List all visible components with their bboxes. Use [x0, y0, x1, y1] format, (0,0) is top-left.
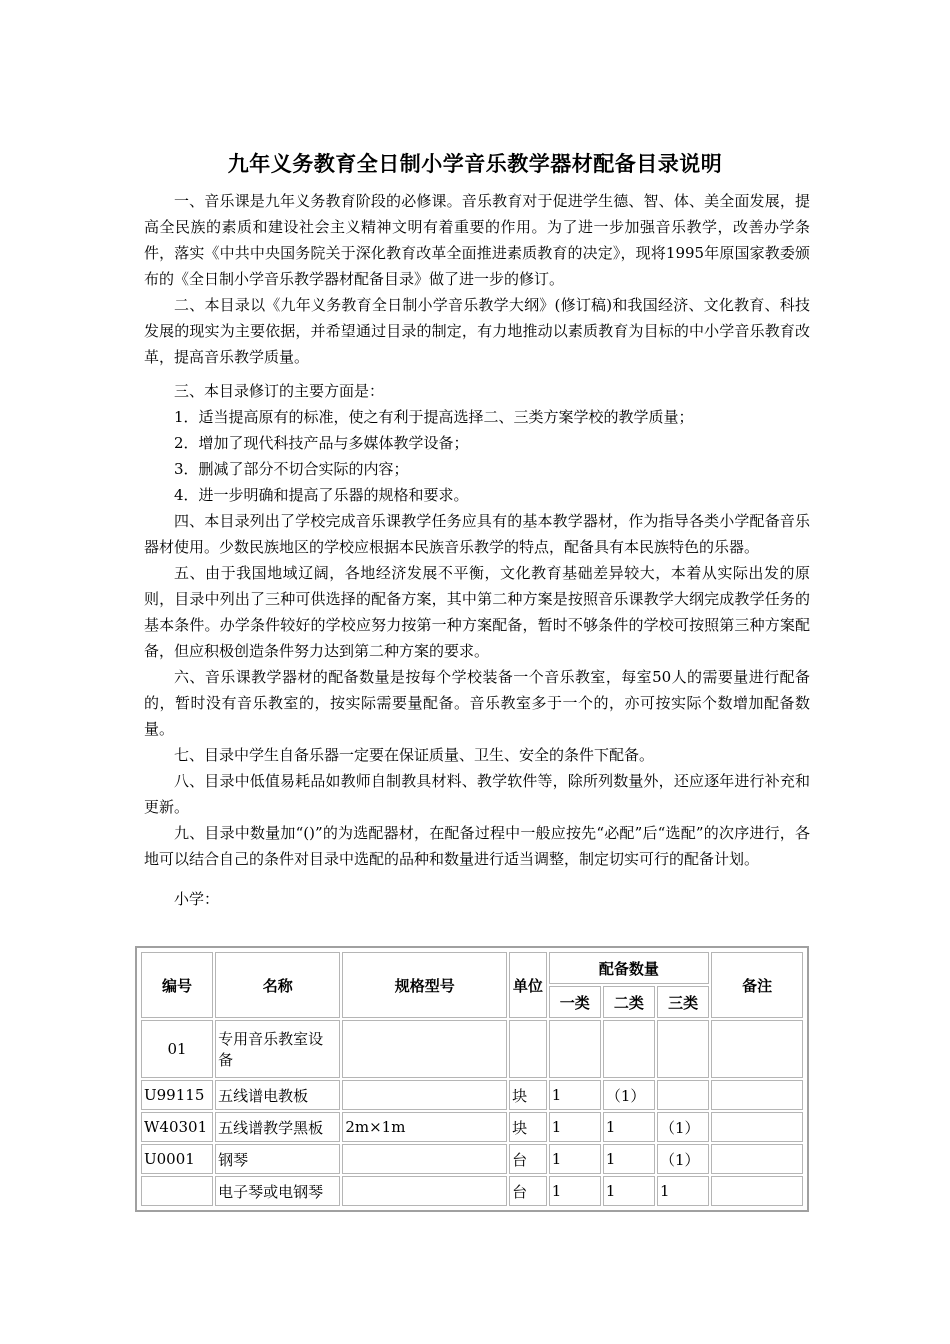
table-row — [141, 1020, 803, 1078]
cell-name: 钢琴 — [215, 1144, 340, 1174]
cell-q1: 1 — [549, 1176, 601, 1206]
table-row — [141, 1112, 803, 1142]
cell-spec — [342, 1144, 507, 1174]
cell-note — [711, 1020, 803, 1078]
cell-note — [711, 1080, 803, 1110]
cell-unit: 块 — [509, 1080, 547, 1110]
cell-q2 — [603, 1020, 655, 1078]
header-quantity: 配备数量 — [549, 952, 709, 984]
header-code: 编号 — [141, 952, 213, 1018]
cell-unit: 台 — [509, 1176, 547, 1206]
cell-name: 五线谱教学黑板 — [215, 1112, 340, 1142]
cell-q1: 1 — [549, 1080, 601, 1110]
table-row — [141, 1176, 803, 1206]
equipment-table — [139, 950, 805, 1208]
table-header-row — [141, 952, 803, 984]
cell-name: 电子琴或电钢琴 — [215, 1176, 340, 1206]
paragraph-3: 三、本目录修订的主要方面是： — [174, 382, 385, 400]
cell-code: U0001 — [141, 1144, 213, 1174]
cell-q1: 1 — [549, 1144, 601, 1174]
header-spec: 规格型号 — [342, 952, 507, 1018]
paragraph-9: 九、目录中数量加“()”的为选配器材，在配备过程中一般应按先“必配”后“选配”的次序进行，各地可以结合自己的条件对目录中选配的品种和数量进行适当调整，制定切实可行的配备计划。 — [144, 824, 810, 868]
cell-code: W40301 — [141, 1112, 213, 1142]
section-label-primary-school: 小学： — [174, 890, 220, 908]
cell-q3: （1） — [657, 1112, 709, 1142]
cell-spec — [342, 1080, 507, 1110]
cell-q2: 1 — [603, 1112, 655, 1142]
cell-spec: 2m×1m — [342, 1112, 507, 1142]
header-class-2: 二类 — [603, 986, 655, 1018]
cell-q2: 1 — [603, 1144, 655, 1174]
cell-spec — [342, 1020, 507, 1078]
header-unit: 单位 — [509, 952, 547, 1018]
cell-note — [711, 1176, 803, 1206]
table-row — [141, 1080, 803, 1110]
list-item: 1．适当提高原有的标准，使之有利于提高选择二、三类方案学校的教学质量； — [174, 408, 694, 426]
cell-spec — [342, 1176, 507, 1206]
document-body — [144, 188, 810, 912]
paragraph-1: 一、音乐课是九年义务教育阶段的必修课。音乐教育对于促进学生德、智、体、美全面发展，提高全民族的素质和建设社会主义精神文明有着重要的作用。为了进一步加强音乐教学，改善办学条件，落实《中共中央国务院关于深化教育改革全面推进素质教育的决定》，现将1995年原国家教委颁布的《全日制小学音乐教学器材配备目录》做了进一步的修订。 — [144, 192, 810, 288]
list-item: 3．删减了部分不切合实际的内容； — [174, 460, 409, 478]
cell-code — [141, 1176, 213, 1206]
cell-name: 五线谱电教板 — [215, 1080, 340, 1110]
header-class-3: 三类 — [657, 986, 709, 1018]
cell-q1 — [549, 1020, 601, 1078]
cell-note — [711, 1144, 803, 1174]
cell-q1: 1 — [549, 1112, 601, 1142]
paragraph-7: 七、目录中学生自备乐器一定要在保证质量、卫生、安全的条件下配备。 — [174, 746, 655, 764]
cell-unit: 台 — [509, 1144, 547, 1174]
cell-code: U99115 — [141, 1080, 213, 1110]
header-note: 备注 — [711, 952, 803, 1018]
cell-code: 01 — [141, 1020, 213, 1078]
paragraph-2: 二、本目录以《九年义务教育全日制小学音乐教学大纲》(修订稿)和我国经济、文化教育、科技发展的现实为主要依据，并希望通过目录的制定，有力地推动以素质教育为目标的中小学音乐教育改革，提高音乐教学质量。 — [144, 296, 810, 366]
header-name: 名称 — [215, 952, 340, 1018]
paragraph-4: 四、本目录列出了学校完成音乐课教学任务应具有的基本教学器材，作为指导各类小学配备音乐器材使用。少数民族地区的学校应根据本民族音乐教学的特点，配备具有本民族特色的乐器。 — [144, 512, 810, 556]
cell-name: 专用音乐教室设备 — [215, 1020, 340, 1078]
cell-q2: （1） — [603, 1080, 655, 1110]
table-row — [141, 1144, 803, 1174]
list-item: 4．进一步明确和提高了乐器的规格和要求。 — [174, 486, 469, 504]
cell-q3: （1） — [657, 1144, 709, 1174]
list-item: 2．增加了现代科技产品与多媒体教学设备； — [174, 434, 469, 452]
cell-q3 — [657, 1080, 709, 1110]
page-title: 九年义务教育全日制小学音乐教学器材配备目录说明 — [227, 152, 723, 176]
cell-unit: 块 — [509, 1112, 547, 1142]
cell-note — [711, 1112, 803, 1142]
cell-q3 — [657, 1020, 709, 1078]
paragraph-8: 八、目录中低值易耗品如教师自制教具材料、教学软件等，除所列数量外，还应逐年进行补充和更新。 — [144, 772, 810, 816]
paragraph-5: 五、由于我国地域辽阔，各地经济发展不平衡，文化教育基础差异较大，本着从实际出发的原则，目录中列出了三种可供选择的配备方案，其中第二种方案是按照音乐课教学大纲完成教学任务的基本条件。办学条件较好的学校应努力按第一种方案配备，暂时不够条件的学校可按照第三种方案配备，但应积极创造条件努力达到第二种方案的要求。 — [144, 564, 810, 660]
cell-q3: 1 — [657, 1176, 709, 1206]
header-class-1: 一类 — [549, 986, 601, 1018]
cell-q2: 1 — [603, 1176, 655, 1206]
paragraph-6: 六、音乐课教学器材的配备数量是按每个学校装备一个音乐教室，每室50人的需要量进行配备的，暂时没有音乐教室的，按实际需要量配备。音乐教室多于一个的，亦可按实际个数增加配备数量。 — [144, 668, 810, 738]
cell-unit — [509, 1020, 547, 1078]
equipment-table-frame — [135, 946, 809, 1212]
